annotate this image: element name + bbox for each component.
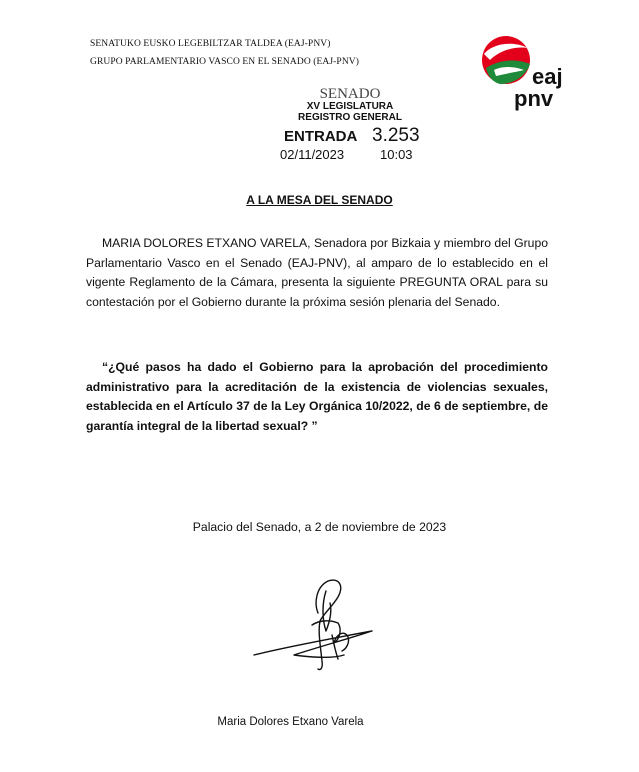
registry-entry-number: 3.253	[372, 125, 420, 146]
group-name-basque: SENATUKO EUSKO LEGEBILTZAR TALDEA (EAJ-PNV)	[90, 39, 331, 49]
signer-name: Maria Dolores Etxano Varela	[217, 716, 364, 728]
logo-text-pnv: pnv	[514, 86, 554, 111]
body-paragraph: MARIA DOLORES ETXANO VARELA, Senadora por Bizkaia y miembro del Grupo Parlamentario Vasco en el Senado (EAJ-PNV), al amparo de lo establecido en el vigente Reglamento de la Cámara, presenta la siguiente PREGUNTA ORAL para su contestación por el Gobierno durante la próxima sesión plenaria del Senado.	[86, 236, 548, 309]
registry-date: 02/11/2023	[280, 147, 345, 162]
registry-institution: SENADO	[319, 86, 381, 102]
registry-time: 10:03	[380, 147, 413, 162]
registry-entry-label: ENTRADA	[284, 128, 358, 145]
eaj-pnv-logo	[470, 32, 580, 112]
logo-text-eaj: eaj	[532, 64, 563, 89]
registry-office: REGISTRO GENERAL	[298, 112, 402, 123]
handwritten-signature	[248, 573, 378, 678]
signature-stroke-4	[254, 631, 372, 657]
group-name-spanish: GRUPO PARLAMENTARIO VASCO EN EL SENADO (EAJ-PNV)	[90, 57, 360, 67]
addressee-heading: A LA MESA DEL SENADO	[246, 193, 393, 207]
place-and-date: Palacio del Senado, a 2 de noviembre de 2023	[192, 520, 447, 534]
registry-legislature: XV LEGISLATURA	[306, 101, 394, 112]
oral-question: “¿Qué pasos ha dado el Gobierno para la aprobación del procedimiento administrativo para la acreditación de la existencia de violencias sexuales, establecida en el Artículo 37 de la Ley Orgánica 10/2022, de 6 de septiembre, de garantía integral de la libertad sexual? ”	[86, 360, 548, 433]
